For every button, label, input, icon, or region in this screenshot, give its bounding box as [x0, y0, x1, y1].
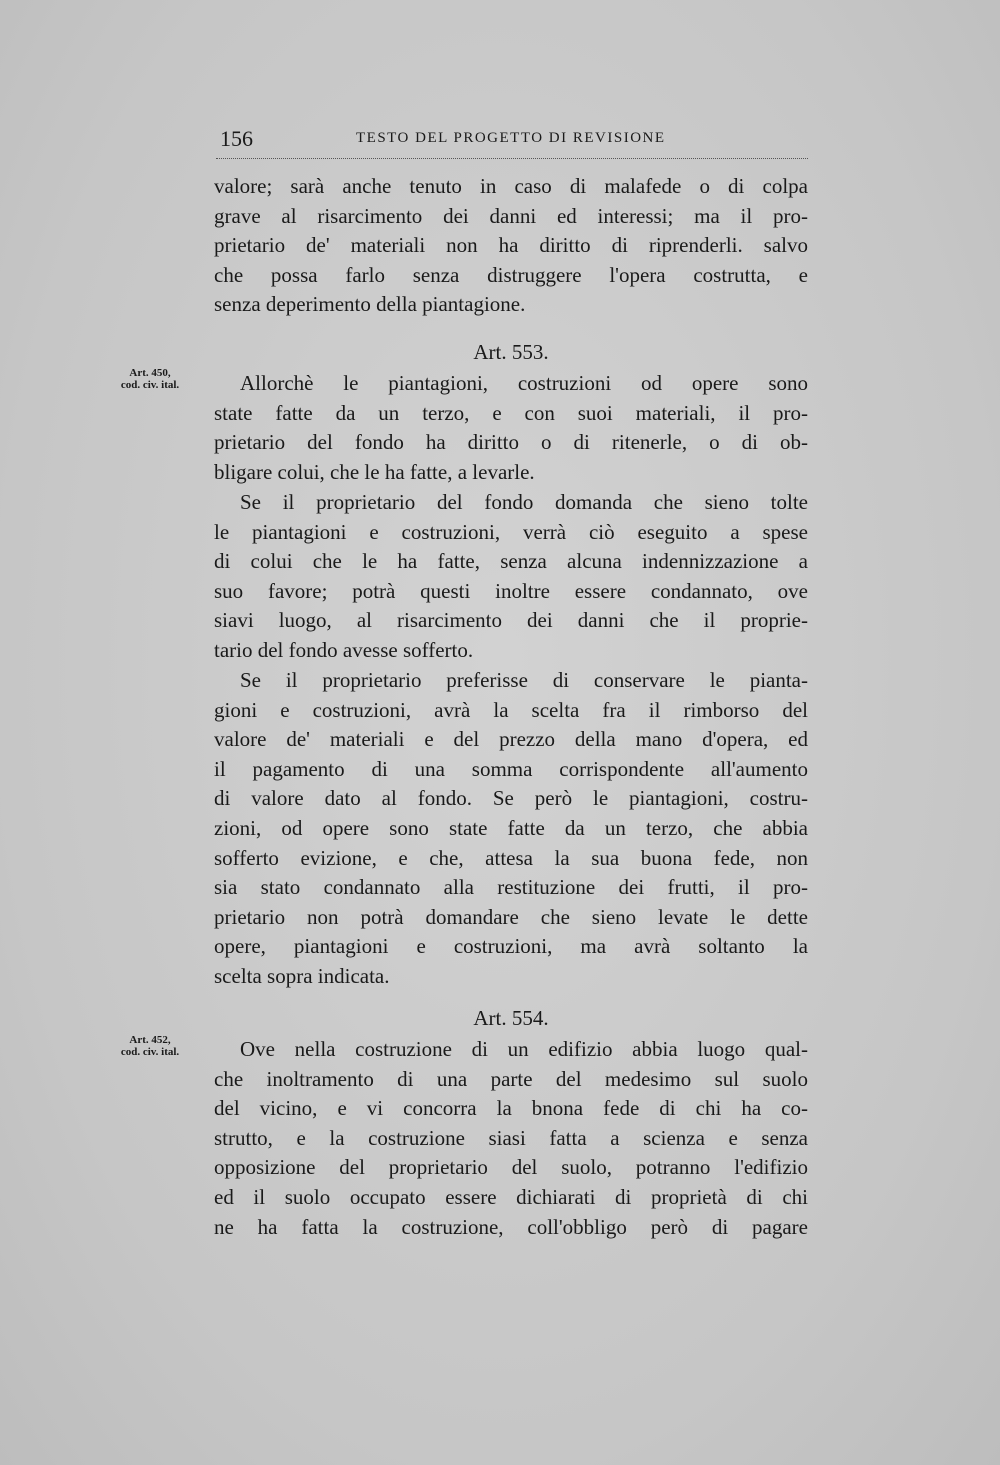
- text-line: prietario del fondo ha diritto o di ritenerle, o di ob-: [214, 430, 808, 455]
- text-line: bligare colui, che le ha fatte, a levarle.: [214, 459, 535, 484]
- running-title: TESTO DEL PROGETTO DI REVISIONE: [356, 130, 666, 146]
- text-line: state fatte da un terzo, e con suoi materiali, il pro-: [214, 400, 808, 425]
- text-line: Allorchè le piantagioni, costruzioni od opere sono: [240, 371, 808, 395]
- article-553-paragraph-2: [214, 488, 808, 666]
- text-line: scelta sopra indicata.: [214, 963, 390, 988]
- paragraph-continuation: [214, 172, 808, 320]
- text-line: strutto, e la costruzione siasi fatta a scienza e senza: [214, 1125, 808, 1150]
- text-line: prietario de' materiali non ha diritto di riprenderli. salvo: [214, 233, 808, 258]
- margin-note-line: cod. civ. ital.: [120, 1046, 180, 1058]
- text-line: il pagamento di una somma corrispondente all'aumento: [214, 756, 808, 781]
- text-line: suo favore; potrà questi inoltre essere condannato, ove: [214, 578, 808, 603]
- text-line: Se il proprietario del fondo domanda che sieno tolte: [240, 490, 808, 514]
- margin-note-art-452: [100, 1034, 200, 1058]
- text-line: di valore dato al fondo. Se però le piantagioni, costru-: [214, 786, 808, 811]
- text-line: che possa farlo senza distruggere l'opera costrutta, e: [214, 262, 808, 287]
- text-line: opposizione del proprietario del suolo, potranno l'edifizio: [214, 1155, 808, 1180]
- article-553-paragraph-3: [214, 666, 808, 992]
- text-line: grave al risarcimento dei danni ed interessi; ma il pro-: [214, 203, 808, 228]
- article-553-heading: Art. 553.: [473, 340, 549, 364]
- text-line: ed il suolo occupato essere dichiarati di proprietà di chi: [214, 1184, 808, 1209]
- text-line: Ove nella costruzione di un edifizio abbia luogo qual-: [240, 1037, 808, 1061]
- text-line: zioni, od opere sono state fatte da un terzo, che abbia: [214, 815, 808, 840]
- page-header: [216, 124, 808, 159]
- text-line: sofferto evizione, e che, attesa la sua buona fede, non: [214, 845, 808, 870]
- text-line: gioni e costruzioni, avrà la scelta fra il rimborso del: [214, 697, 808, 722]
- text-line: di colui che le ha fatte, senza alcuna indennizzazione a: [214, 549, 808, 574]
- article-554-paragraph-1: [214, 1035, 808, 1242]
- text-line: senza deperimento della piantagione.: [214, 292, 526, 317]
- text-line: tario del fondo avesse sofferto.: [214, 637, 474, 662]
- article-554-heading: Art. 554.: [473, 1006, 549, 1030]
- text-line: del vicino, e vi concorra la bnona fede di chi ha co-: [214, 1096, 808, 1121]
- text-line: le piantagioni e costruzioni, verrà ciò eseguito a spese: [214, 519, 808, 544]
- margin-note-line: Art. 450,: [129, 367, 171, 379]
- margin-note-line: Art. 452,: [129, 1034, 171, 1046]
- text-line: siavi luogo, al risarcimento dei danni che il proprie-: [214, 608, 808, 633]
- text-line: prietario non potrà domandare che sieno levate le dette: [214, 904, 808, 929]
- margin-note-art-450: [100, 367, 200, 391]
- text-line: Se il proprietario preferisse di conservare le pianta-: [240, 668, 808, 692]
- text-line: sia stato condannato alla restituzione dei frutti, il pro-: [214, 875, 808, 900]
- text-line: valore; sarà anche tenuto in caso di malafede o di colpa: [214, 174, 808, 198]
- text-line: che inoltramento di una parte del medesimo sul suolo: [214, 1066, 808, 1091]
- margin-note-line: cod. civ. ital.: [120, 379, 180, 391]
- page-number: 156: [220, 126, 253, 151]
- text-line: ne ha fatta la costruzione, coll'obbligo però di pagare: [214, 1214, 808, 1239]
- text-line: valore de' materiali e del prezzo della mano d'opera, ed: [214, 727, 808, 752]
- text-line: opere, piantagioni e costruzioni, ma avrà soltanto la: [214, 934, 808, 959]
- article-553-paragraph-1: [214, 369, 808, 487]
